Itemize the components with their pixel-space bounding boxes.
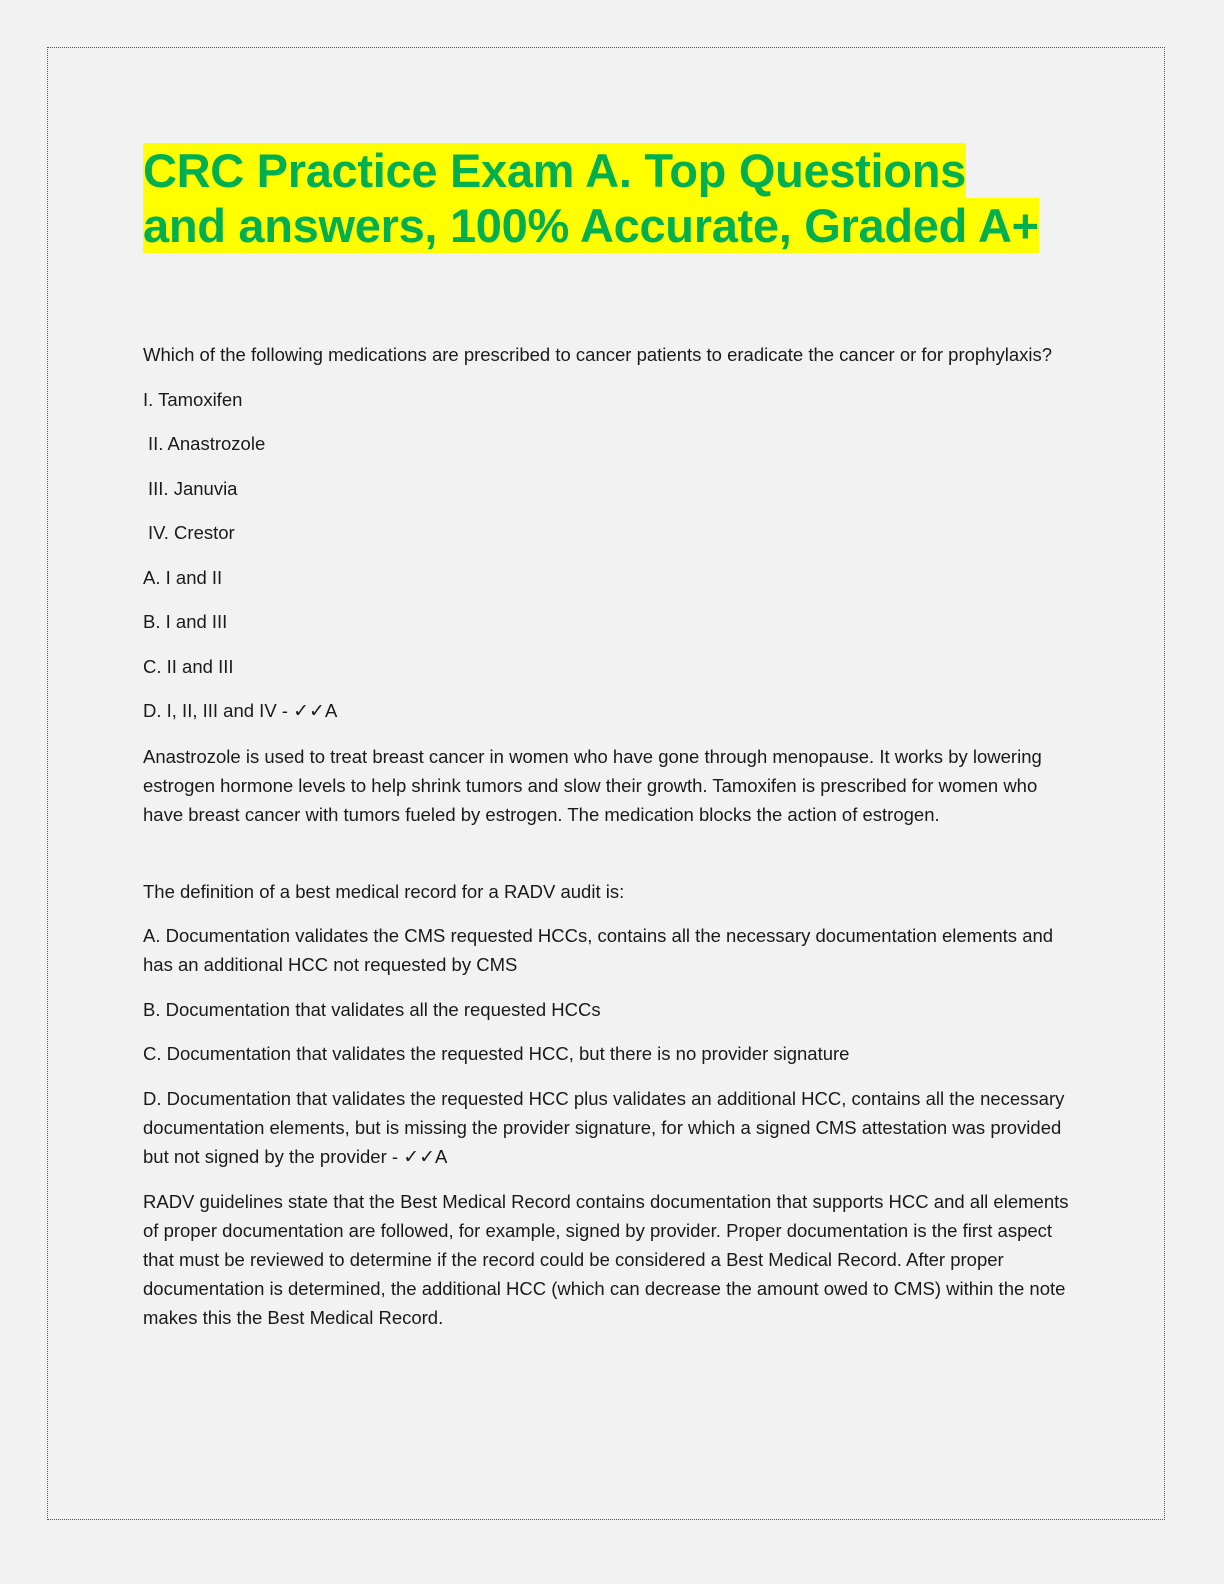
roman-item: II. Anastrozole xyxy=(148,433,266,454)
roman-item: III. Januvia xyxy=(148,477,238,499)
document-title xyxy=(143,143,1073,253)
answer-option: C. Documentation that validates the requested HCC, but there is no provider signature xyxy=(143,1043,850,1064)
answer-option: A. I and II xyxy=(143,566,223,588)
question-prompt: Which of the following medications are prescribed to cancer patients to eradicate the cancer or for prophylaxis? xyxy=(143,344,1053,365)
answer-option-text: D. Documentation that validates the requested HCC plus validates an additional HCC, contains all the necessary documentation elements, but is missing the provider signature, for which a signed CMS attestation was provided but not signed by the provider - xyxy=(143,1087,1065,1167)
answer-explanation: RADV guidelines state that the Best Medical Record contains documentation that supports HCC and all elements of proper documentation are followed, for example, signed by provider. Proper documentation is the first aspect that must be reviewed to determine if the record could be considered a Best Medical Record. After proper documentation is determined, the additional HCC (which can decrease the amount owed to CMS) within the note makes this the Best Medical Record. xyxy=(143,1191,1069,1328)
answer-option: B. Documentation that validates all the requested HCCs xyxy=(143,998,601,1020)
title-line-2: and answers, 100% Accurate, Graded A+ xyxy=(143,199,1039,252)
question-prompt: The definition of a best medical record for a RADV audit is: xyxy=(143,880,625,902)
answer-option-with-key xyxy=(143,1084,1078,1172)
answer-explanation: Anastrozole is used to treat breast cancer in women who have gone through menopause. It works by lowering estrogen hormone levels to help shrink tumors and slow their growth. Tamoxifen is prescribed for women who have breast cancer with tumors fueled by estrogen. The medication blocks the action of estrogen. xyxy=(143,745,1042,825)
answer-option: C. II and III xyxy=(143,655,234,677)
answer-option: A. Documentation validates the CMS requested HCCs, contains all the necessary documentation elements and has an additional HCC not requested by CMS xyxy=(143,925,1054,975)
roman-item: IV. Crestor xyxy=(148,522,235,543)
document-body xyxy=(143,340,1078,1348)
title-line-1: CRC Practice Exam A. Top Questions xyxy=(143,144,966,197)
roman-item: I. Tamoxifen xyxy=(143,388,243,410)
check-mark-icon: ✓✓ xyxy=(293,700,325,722)
correct-answer: A xyxy=(324,700,338,721)
answer-option: B. I and III xyxy=(143,611,228,632)
answer-option-text: D. I, II, III and IV - xyxy=(143,700,294,721)
question-2 xyxy=(143,877,1078,1333)
check-mark-icon: ✓✓ xyxy=(403,1145,436,1168)
answer-option-with-key xyxy=(143,696,1078,726)
question-1 xyxy=(143,340,1078,829)
correct-answer: A xyxy=(435,1145,448,1167)
